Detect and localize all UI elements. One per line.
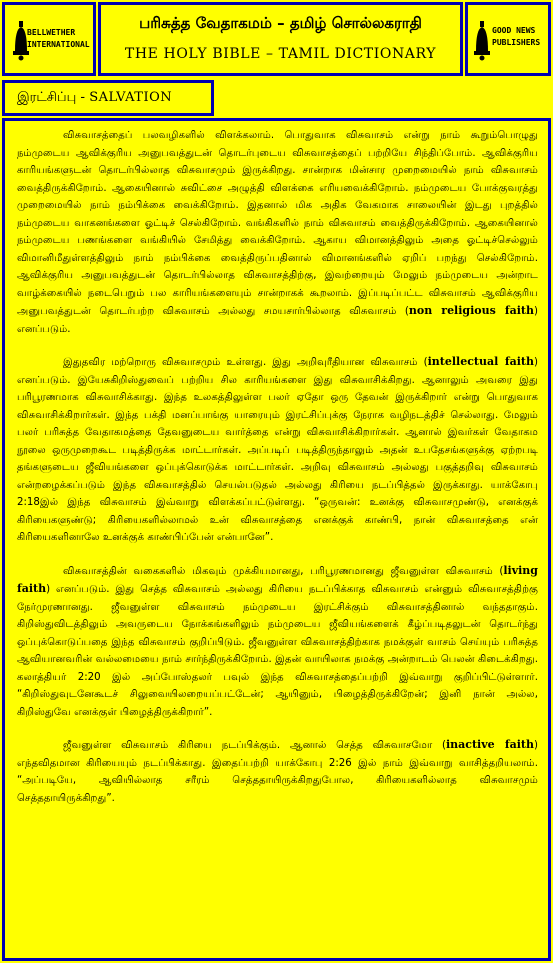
text: ) எந்தவிதமான கிரியையும் நடப்பிக்காது. இதைப்பற்றி யாக்கோபு 2:26 இல் நாம் இவ்வாறு வாசித்தறியலாம். “அப்படியே, ஆவியில்லாத சரீரம் செத்ததாயிருக்கிறதுபோல, கிரியைகளில்லாத விசுவாசமும் செத்ததாயிருக்கிறது”. (17, 740, 538, 804)
text: விசுவாசத்தைப் பலவழிகளில் விளக்கலாம். பொதுவாக விசுவாசம் என்று நாம் கூறும்பொழுது நம்முடைய ஆவிக்குரிய அனுபவத்துடன் தொடர்புடைய விசுவாசத்தைப் பற்றியே சிந்திப்போம். ஆவிக்குரிய காரியங்களுடன் தொடர்பில்லாத விசுவாசமும் இருக்கிறது. சான்றாக மின்சார முறைமையில் நாம் விசுவாசம் வைத்திருக்கிறோம். ஆகையினால் சுவிட்சை அழுத்தி விளக்கை எரியவைக்கிறோம். நம்முடைய போக்குவரத்து முறைமையில் நாம் நம்பிக்கை வைக்கிறோம். இதனால் மிக அதிக வேகமாக சாலையின் இடது புறத்தில் நம்முடைய வாகனங்களை ஓட்டிச் செல்கிறோம். வங்கிகளில் நாம் விசுவாசம் வைத்திருக்கிறோம். ஆகையினால் நம்முடைய பணங்களை வங்கியில் சேமித்து வைக்கிறோம். ஆகாய விமானத்திலும் அதை ஓட்டிச்செல்லும் விமானிமீதுள்ளத்திலும் நாம் நம்பிக்கை வைத்திருப்பதினால் விமானங்களில் ஏறிப் பறந்து செல்கிறோம். ஆவிக்குரிய அனுபவத்துடன் தொடர்பில்லாத விசுவாசத்திற்கு, இவற்றையும் மேலும் நம்முடைய அன்றாட வாழ்க்கையில் நடைபெறும் பல காரியங்களையும் சான்றாகக் கூறலாம். இப்படிப்பட்ட விசுவாசம் ஆவிக்குரிய அனுபவத்துடன் தொடர்பற்ற விசுவாசம் அல்லது சமயசார்பில்லாத விசுவாசம் ( (17, 130, 538, 317)
paragraph-2 (17, 353, 538, 547)
text: இதுதவிர மற்றொரு விசுவாசமும் உள்ளது. இது அறிவுரீதியான விசுவாசம் ( (63, 357, 428, 368)
section-title-tamil: இரட்சிப்பு (17, 90, 77, 105)
text: ) எனப்படும். இது செத்த விசுவாசம் அல்லது கிரியை நடப்பிக்காத விசுவாசம் என்னும் விசுவாசத்திற்கு நேர்முரணானது. ஜீவனுள்ள விசுவாசம் நம்முடைய இரட்சிக்கும் விசுவாசத்தினால் வந்ததாகும். கிறிஸ்துவிடத்திலும் அவருடைய நோக்கங்களிலும் நம்முடைய ஜீவியங்களைக் கீழ்ப்படிதலுடன் தொடர்ந்து ஒப்புக்கொடுப்பதை இந்த விசுவாசம் குறிப்பிடும். ஜீவனுள்ள விசுவாசத்திற்காக நமக்குள் வாசம் செய்யும் பரிசுத்த ஆவியானவரின் வல்லமையை நாம் சார்ந்திருக்கிறோம். இதன் வாயிலாக நமக்கு அன்றாடம் பெலன் கிடைக்கிறது. கலாத்தியர் 2:20 இல் அப்போஸ்தலர் பவுல் இந்த விசுவாசத்தைப்பற்றி இவ்வாறு குறிப்பிட்டுள்ளார். “கிறிஸ்துவுடனேகூடச் சிலுவையிலறையப்பட்டேன்; ஆயினும், பிழைத்திருக்கிறேன்; இனி நான் அல்ல, கிறிஸ்துவே எனக்குள் பிழைத்திருக்கிறார்”. (17, 584, 538, 718)
section-title (17, 90, 172, 106)
term-english: intellectual faith (427, 355, 535, 368)
logo-line1: BELLWETHER (27, 28, 76, 37)
paragraph-1 (17, 127, 538, 338)
content-box (2, 118, 551, 961)
text: ) எனப்படும். இயேசுகிறிஸ்துவைப் பற்றிய சில காரியங்களை இது விசுவாசிக்கிறது. ஆனாலும் அவரை இது பரிபூரணமாக விசுவாசிக்காது. இந்த உலகத்திலுள்ள பலர் ஏதோ ஒரு தேவன் இருக்கிறார் என்று பொதுவாக விசுவாசிக்கிறார்கள். இந்த பக்தி மனப்பாங்கு யாரையும் இரட்சிப்புக்கு நேராக வழிநடத்திச் செல்லாது. மேலும் பலர் பரிசுத்த வேதாகமத்தை தேவனுடைய வார்த்தை என்று விசுவாசிக்கிறார்கள். ஆனால் இவர்கள் வேதாகம நூலை ஒருமுறைகூட படித்திருக்க மாட்டார்கள். அப்படிப் படித்திருந்தாலும் அதன் உபதேசங்களுக்கு ஏற்றபடி தங்களுடைய ஜீவியங்களை ஒப்புக்கொடுக்க மாட்டார்கள். அறிவு விசுவாசம் அல்லது பகுத்தறிவு விசுவாசம் என்றழைக்கப்படும் இந்த விசுவாசத்தில் செயல்படுதல் அல்லது கிரியை நடப்பித்தல் இருக்காது. யாக்கோபு 2:18இல் இந்த விசுவாசம் இவ்வாறு விளக்கப்பட்டுள்ளது. “ஒருவன்: உனக்கு விசுவாசமுண்டு, எனக்குக் கிரியைகளுண்டு; கிரியைகளில்லாமல் உன் விசுவாசத்தை எனக்குக் காண்பி, நான் விசுவாசத்தை என் கிரியைகளினாலே உனக்குக் காண்பிப்பேன் என்பானே”. (17, 357, 538, 543)
title-tamil: பரிசுத்த வேதாகமம் – தமிழ் சொல்லகராதி (139, 14, 422, 32)
paragraph-4 (17, 736, 538, 807)
text: ) எனப்படும். (17, 306, 538, 335)
title-english: THE HOLY BIBLE – TAMIL DICTIONARY (124, 46, 437, 62)
header (0, 0, 553, 78)
text: ஜீவனுள்ள விசுவாசம் கிரியை நடப்பிக்கும். ஆனால் செத்த விசுவாசமோ ( (63, 740, 446, 751)
logo-line2: INTERNATIONAL (27, 39, 90, 49)
logo-line2: PUBLISHERS (492, 37, 541, 47)
good-news-logo (465, 2, 551, 76)
section-title-english: SALVATION (89, 90, 173, 105)
term-english: inactive faith (445, 738, 535, 751)
logo-line1: GOOD NEWS (492, 26, 536, 35)
paragraph-3 (17, 562, 538, 722)
term-english: non religious faith (408, 304, 534, 317)
section-heading-box (2, 80, 214, 116)
text: விசுவாசத்தின் வகைகளில் மிகவும் முக்கியமானது, பரிபூரணமானது ஜீவனுள்ள விசுவாசம் ( (63, 565, 504, 577)
bell-icon (474, 21, 490, 61)
title-box (98, 2, 463, 76)
section-title-dash: - (76, 90, 90, 105)
term-english: living faith (17, 563, 538, 595)
bellwether-logo (2, 2, 96, 76)
